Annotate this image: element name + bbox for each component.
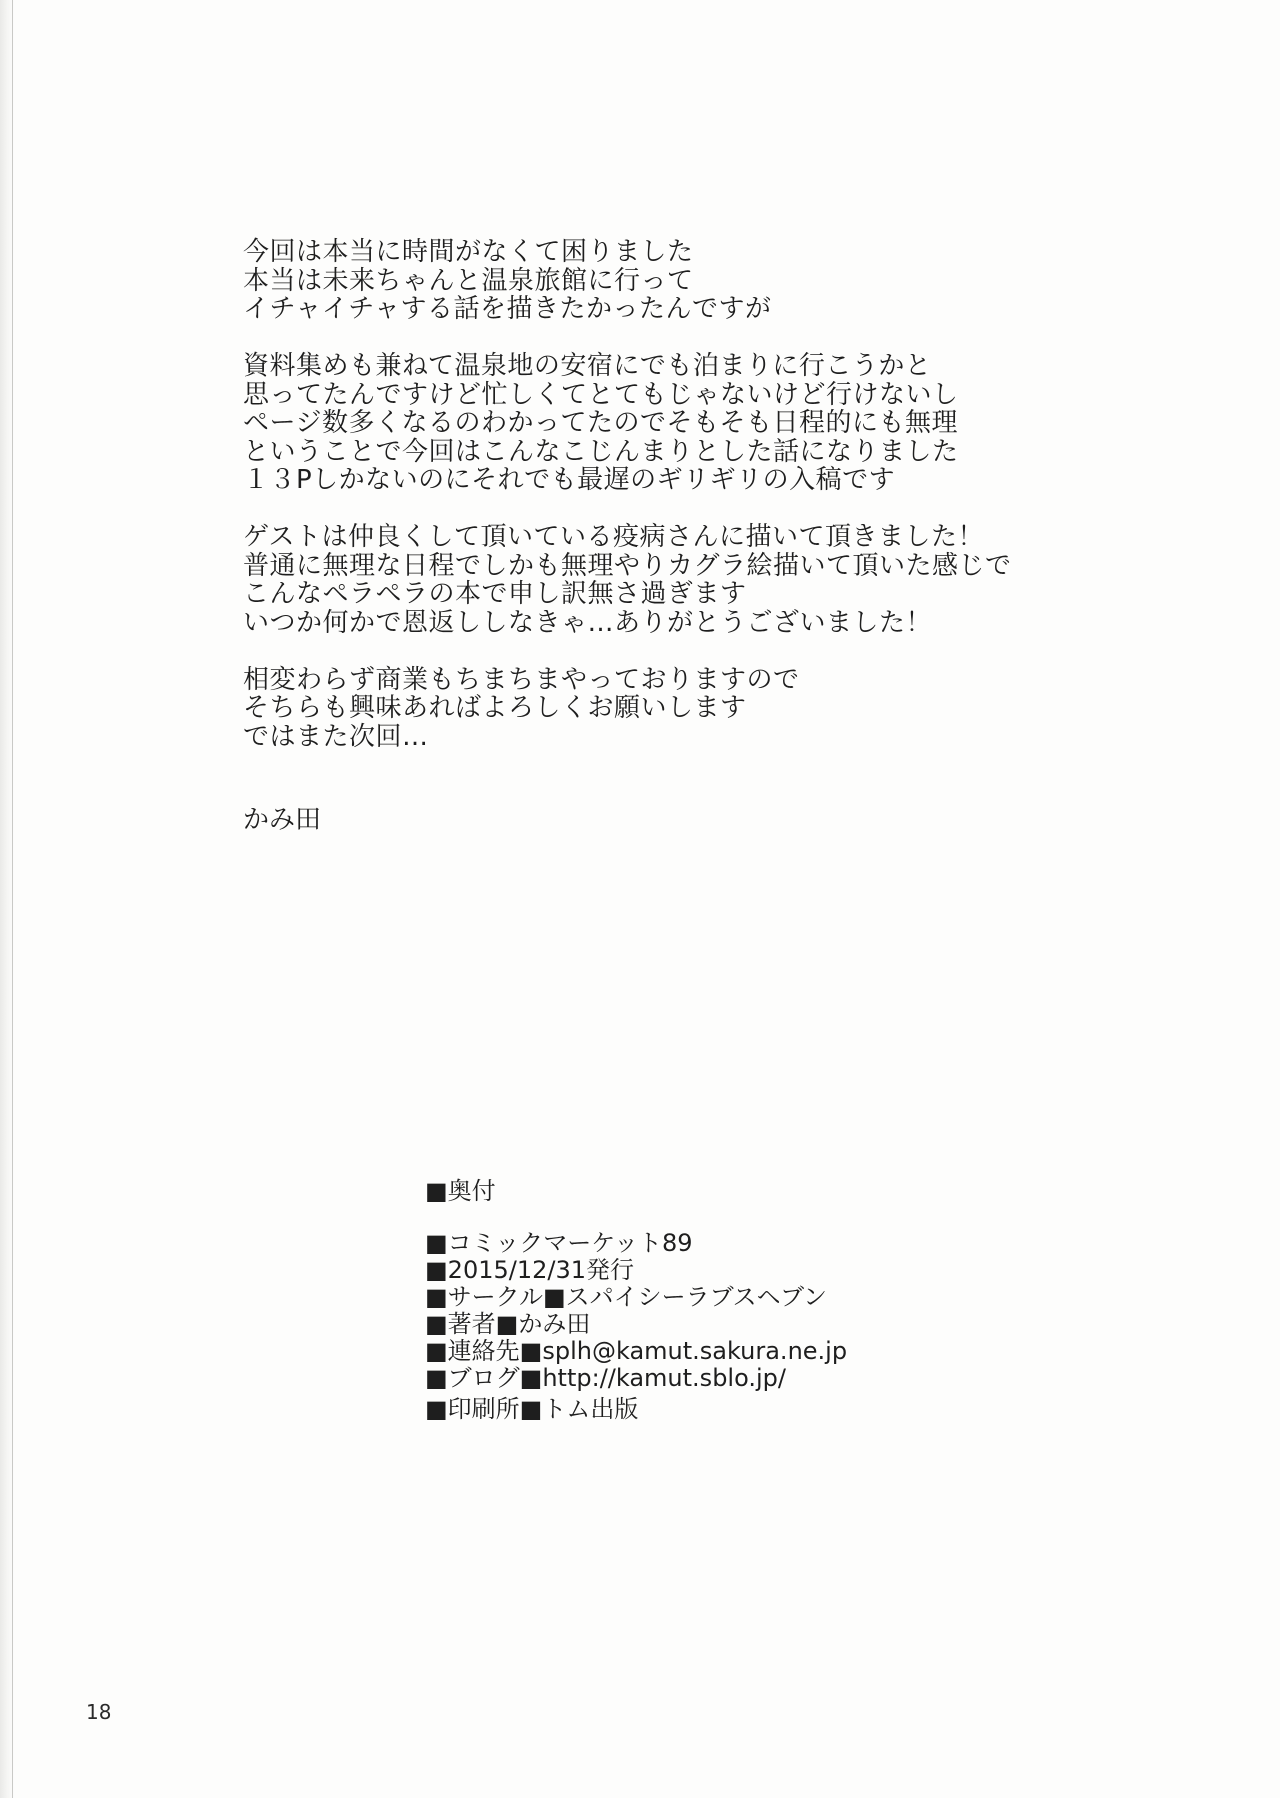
colophon-event: ■コミックマーケット89 xyxy=(425,1229,693,1257)
afterword-paragraph xyxy=(243,666,1143,752)
text-line: 資料集めも兼ねて温泉地の安宿にでも泊まりに行こうかと xyxy=(243,351,932,381)
text-line: ということで今回はこんなこじんまりとした話になりました xyxy=(243,436,959,467)
text-line: 思ってたんですけど忙しくてとてもじゃないけど行けないし xyxy=(243,379,959,410)
page-edge-line xyxy=(12,0,13,1798)
colophon-author: ■著者■かみ田 xyxy=(425,1310,591,1338)
colophon-contact: ■連絡先■splh@kamut.sakura.ne.jp xyxy=(425,1337,848,1365)
colophon xyxy=(425,1176,1025,1423)
text-line: １３Pしかないのにそれでも最遅のギリギリの入稿です xyxy=(243,465,896,495)
text-line: イチャイチャする話を描きたかったんですが xyxy=(243,294,772,324)
text-line: ではまた次回… xyxy=(243,721,429,752)
colophon-circle: ■サークル■スパイシーラブスヘブン xyxy=(425,1283,827,1311)
afterword-paragraph xyxy=(243,238,1143,324)
author-signature: かみ田 xyxy=(243,805,322,835)
text-line: ゲストは仲良くして頂いている疫病さんに描いて頂きました！ xyxy=(243,522,984,552)
colophon-heading: ■奥付 xyxy=(425,1177,496,1205)
colophon-date: ■2015/12/31発行 xyxy=(425,1256,635,1284)
text-line: そちらも興味あればよろしくお願いします xyxy=(243,693,747,723)
afterword-paragraph xyxy=(243,523,1143,637)
afterword-text xyxy=(243,238,1143,780)
text-line: 普通に無理な日程でしかも無理やりカグラ絵描いて頂いた感じで xyxy=(243,550,1012,581)
text-line: いつか何かで恩返ししなきゃ…ありがとうございました！ xyxy=(243,607,933,638)
text-line: 今回は本当に時間がなくて困りました xyxy=(243,237,694,267)
text-line: ページ数多くなるのわかってたのでそもそも日程的にも無理 xyxy=(243,408,958,438)
text-line: 本当は未来ちゃんと温泉旅館に行って xyxy=(243,265,694,296)
colophon-blog: ■ブログ■http://kamut.sblo.jp/ xyxy=(425,1364,786,1392)
afterword-paragraph xyxy=(243,352,1143,495)
text-line: 相変わらず商業もちまちまやっておりますので xyxy=(243,664,800,695)
page-number: 18 xyxy=(86,1700,112,1724)
text-line: こんなペラペラの本で申し訳無さ過ぎます xyxy=(243,579,747,609)
colophon-printer: ■印刷所■トム出版 xyxy=(425,1395,639,1423)
